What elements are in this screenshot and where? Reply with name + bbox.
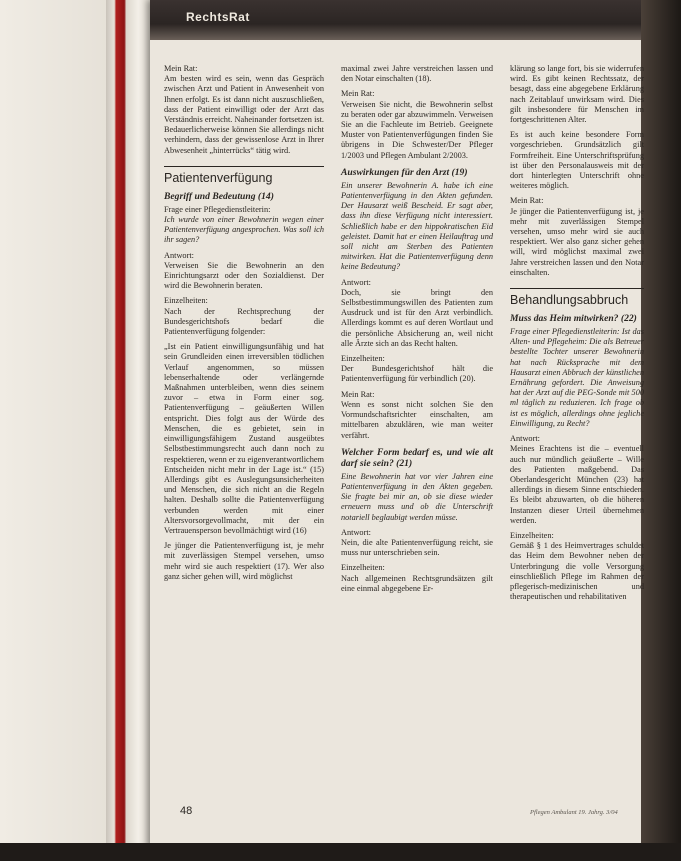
question-text: Frage einer Pflegedienstleiterin: Ist das Alten- und Pflegeheim: Die als Betreuer bestellte Tochter unserer Bewohnerin hat nach Rücksprache mit dem Hausarzt einen Abbruch der künstlichen Ernährung gefordert. Die Anweisung hat der Arzt auf die PEG-Sonde mit 500 ml täglich zu reduzieren. Ich frage ob ist es möglich, allerdings ohne jegliche Einwilligung, zu Recht?	[510, 327, 644, 428]
column-2	[341, 64, 493, 599]
answer	[164, 251, 324, 292]
page-number: 48	[180, 805, 193, 817]
text: Am besten wird es sein, wenn das Gespräch zwischen Arzt und Patient in Anwesenheit von Ihnen erfolgt. Es ist dann nicht auszuschließen, dass der Patient einwilligt oder der Arzt das Verständnis erreicht. Naheinander fortsetzen ist. Bedauerlicherweise können Sie allerdings nicht verhindern, dass der gewissenlose Arzt in Ihrer Abwesenheit „hinterrücks“ tätig wird.	[164, 74, 324, 155]
answer-text: Meines Erachtens ist die – eventuell auch nur mündlich geäußerte – Wille des Patienten maßgebend. Das Oberlandesgericht München (23) hat allerdings in diesem Sinne entschieden. Es bleibt abzuwarten, ob die höheren Instanzen dieser Urteil übernehmen werden.	[510, 444, 644, 525]
text: Wenn es sonst nicht solchen Sie den Vormundschaftsrichter einschalten, am mittelbaren abzuklären, wie man weiter verfährt.	[341, 399, 493, 440]
question-text: Ich wurde von einer Bewohnerin wegen einer Patientenverfügung angesprochen. Was soll ich ihr sagen?	[164, 215, 324, 245]
details-text: Nach allgemeinen Rechtsgrundsätzen gilt eine einmal abgegebene Er-	[341, 573, 493, 593]
details	[510, 531, 644, 602]
text: Verweisen Sie nicht, die Bewohnerin selbst zu beraten oder gar abzuwimmeln. Verweisen Sie an die Fachleute im Betrieb. Geeignete Muster von Patientenverfügungen finden Sie übrigens in Die Schwester/Der Pfleger 1/2003 und Pflegen Ambulant 2/2003.	[341, 99, 493, 160]
answer-label: Antwort:	[341, 527, 371, 537]
details-label: Einzelheiten:	[510, 530, 554, 540]
answer-label: Antwort:	[164, 250, 194, 260]
paragraph: Es ist auch keine besondere Form vorgeschrieben. Grundsätzlich gilt Formfreiheit. Eine Unterschriftsprüfung ist über den Personalausweis mit der dort hinterlegten Unterschrift ohne weiteres möglich.	[510, 130, 644, 191]
subheading-arzt: Auswirkungen für den Arzt (19)	[341, 166, 468, 178]
answer-label: Antwort:	[510, 434, 540, 444]
quote-paragraph: „Ist ein Patient einwilligungsunfähig und hat sein Grundleiden einen irreversiblen tödlichen Verlauf angenommen, so müssen lebenserhaltende oder verlängernde Maßnahmen unterbleiben, wenn dies seinem zuvor – etwa in Form einer sog. Patientenverfügung – geäußerten Willen entspricht. Dies folgt aus der Würde des Menschen, die es gebietet, sein in einwilligungsfähigem Zustand ausgeübtes Selbstbestimmungsrecht auch dann noch zu respektieren, wenn er zu eigenverantwortlichem Entscheiden nicht mehr in der Lage ist.“ (15) Allerdings gibt es Auslegungsunsicherheiten und Menschen, die sich nicht an die Regeln halten. Deshalb sollte die Patientenverfügung verbunden werden mit einer Altersvorsorgevollmacht, mit der ein Vertrauensperson bevollmächtigt wird (16)	[164, 342, 324, 535]
question-text: Ein unserer Bewohnerin A. habe ich eine Patientenverfügung in den Akten gefunden. Der Hausarzt weiß Bescheid. Er sagt aber, dass ihn diese Verfügung nicht interessiert. Schließlich habe er den hippokratischen Eid geleistet. Damit hat er einen Heilauftrag und soll nicht am Sterben des Patienten mitwirken. Hat die Patientenverfügung denn keine Bedeutung?	[341, 180, 493, 272]
paragraph	[341, 89, 493, 160]
left-page-stack	[0, 0, 108, 848]
details	[341, 563, 493, 594]
details-text: Der Bundesgerichtshof hält die Patientenverfügung für verbindlich (20).	[341, 364, 493, 384]
answer	[341, 278, 493, 349]
details	[341, 354, 493, 385]
details	[164, 296, 324, 337]
label-rat: Mein Rat:	[341, 389, 375, 399]
label-rat: Mein Rat:	[164, 64, 198, 73]
column-1	[164, 64, 324, 587]
answer	[341, 528, 493, 559]
scanner-edge-bottom	[0, 843, 681, 861]
subheading-form: Welcher Form bedarf es, und wie alt darf sie sein? (21)	[341, 446, 493, 469]
journal-citation: Pflegen Ambulant 19. Jahrg. 3/04	[530, 809, 618, 816]
red-page-edge	[106, 0, 152, 848]
paragraph	[164, 64, 324, 156]
details-label: Einzelheiten:	[341, 563, 385, 573]
scanner-edge-right	[641, 0, 681, 861]
paragraph: maximal zwei Jahre verstreichen lassen und den Notar einschalten (18).	[341, 64, 493, 84]
section-title: RechtsRat	[186, 10, 250, 24]
paragraph	[341, 390, 493, 441]
question-text: Eine Bewohnerin hat vor vier Jahren eine Patientenverfügung in den Akten gegeben. Sie fragte bei mir an, ob sie diese wieder erneuern muss und ob die Unterschrift notariell beglaubigt werden müsse.	[341, 471, 493, 522]
answer-text: Nein, die alte Patientenverfügung reicht, sie muss nur unterschrieben sein.	[341, 537, 493, 558]
question-label: Frage einer Pflegedienstleiterin:	[164, 204, 271, 214]
heading-patientenverfuegung: Patientenverfügung	[164, 166, 324, 185]
answer-text: Verweisen Sie die Bewohnerin an den Einrichtungsarzt oder den Sozialdienst. Der wird die Bewohnerin beraten.	[164, 260, 324, 291]
details-text: Nach der Rechtsprechung der Bundesgerichtshofs bedarf die Patientenverfügung folgender:	[164, 306, 324, 337]
column-3	[510, 64, 644, 607]
subheading-begriff: Begriff und Bedeutung (14)	[164, 190, 274, 202]
paragraph: klärung so lange fort, bis sie widerrufen wird. Es gibt keinen Rechtssatz, der besagt, dass eine abgegebene Erklärung nach Zeitablauf unwirksam wird. Dies gilt insbesondere für Menschen im fortgeschrittenen Alter.	[510, 64, 644, 125]
details-label: Einzelheiten:	[341, 354, 385, 364]
details-label: Einzelheiten:	[164, 296, 208, 306]
subheading-heim: Muss das Heim mitwirken? (22)	[510, 313, 637, 325]
details-text: Gemäß § 1 des Heimvertrages schuldet das Heim dem Bewohner neben der Unterbringung die volle Versorgung einschließlich Pflege im Rahmen der pflegerisch-medizinischen und therapeutischen und rehabilitativen	[510, 541, 644, 602]
label-rat: Mein Rat:	[341, 89, 375, 99]
paragraph	[510, 196, 644, 278]
label-rat: Mein Rat:	[510, 196, 544, 206]
answer-label: Antwort:	[341, 277, 371, 287]
question	[164, 205, 324, 246]
answer	[510, 434, 644, 526]
paragraph: Je jünger die Patientenverfügung ist, je mehr mit zuverlässigen Stempel versehen, umso mehr wird sie auch respektiert (17). Wer also ganz sicher gehen will, wird möglichst	[164, 541, 324, 581]
text: Je jünger die Patientenverfügung ist, je mehr mit zuverlässigen Stempel versehen, umso mehr wird sie auch respektiert. Wer also ganz sicher gehen will, wird möglichst maximal zwei Jahre verstreichen lassen und den Notar einschalten.	[510, 206, 644, 277]
heading-behandlungsabbruch: Behandlungsabbruch	[510, 288, 644, 307]
answer-text: Doch, sie bringt den Selbstbestimmungswillen des Patienten zum Ausdruck und ist für den Arzt verbindlich. Allerdings kommt es auf deren Wortlaut und die persönliche Absicherung an, weil nicht alle Ärzte sich an das Recht halten.	[341, 287, 493, 348]
